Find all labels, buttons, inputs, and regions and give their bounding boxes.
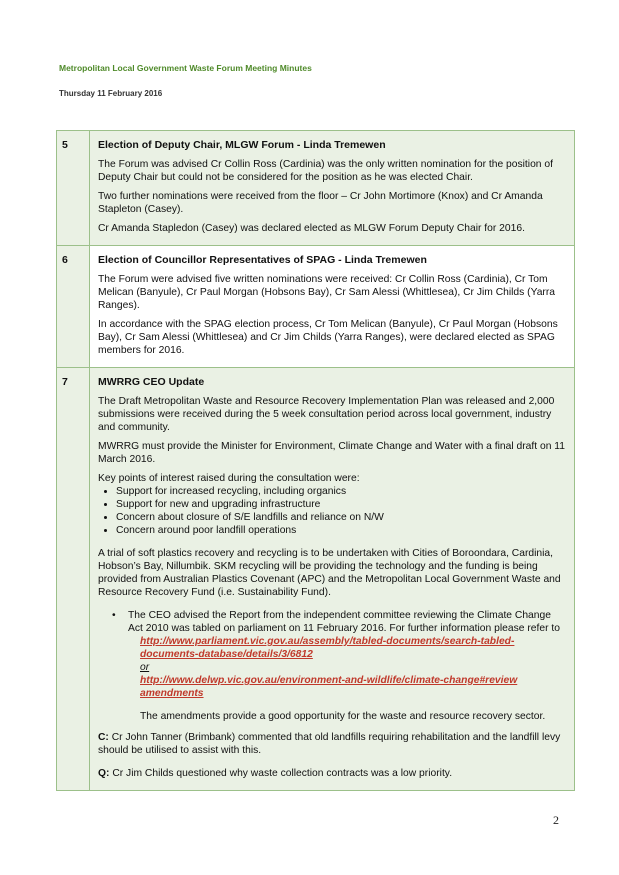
parliament-link[interactable]: http://www.parliament.vic.gov.au/assembly/tabled-documents/search-tabled-documents-database/details/3/6812 — [140, 636, 515, 660]
agenda-item-6 — [57, 246, 575, 368]
minutes-table — [56, 130, 575, 791]
agenda-item-7 — [57, 368, 575, 791]
item-number: 6 — [57, 246, 90, 368]
item-title: Election of Deputy Chair, MLGW Forum - Linda Tremewen — [98, 139, 386, 151]
list-item: • Concern around poor landfill operations — [116, 524, 568, 537]
paragraph: The Draft Metropolitan Waste and Resource Recovery Implementation Plan was released and 2,000 submissions were received during the 5 week consultation period across local government, industry and community. — [98, 396, 555, 433]
paragraph: The Forum were advised five written nominations were received: Cr Collin Ross (Cardinia), Cr Tom Melican (Banyule), Cr Paul Morgan (Hobsons Bay), Cr Sam Alessi (Whittlesea), Cr Jim Childs (Yarra Ranges). — [98, 274, 556, 311]
paragraph: MWRRG must provide the Minister for Environment, Climate Change and Water with a final draft on 11 March 2016. — [98, 441, 565, 465]
item-number: 5 — [57, 131, 90, 246]
paragraph: A trial of soft plastics recovery and recycling is to be undertaken with Cities of Boroondara, Cardinia, Hobson’s Bay, Nillumbik. SKM recycling will be providing the technology and the funding is being provided from Australian Plastics Covenant (APC) and the Metropolitan Local Government Waste and Resource Recovery Fund (i.e. Sustainability Fund). — [98, 548, 561, 598]
delwp-link[interactable]: http://www.delwp.vic.gov.au/environment-and-wildlife/climate-change#review amendments — [140, 675, 518, 699]
item-title: MWRRG CEO Update — [98, 376, 205, 388]
question-label: Q: — [98, 768, 110, 779]
item-body — [90, 246, 575, 368]
paragraph: The amendments provide a good opportunity for the waste and resource recovery sector. — [140, 711, 546, 722]
list-item: • Support for new and upgrading infrastructure — [116, 498, 568, 511]
paragraph: In accordance with the SPAG election process, Cr Tom Melican (Banyule), Cr Paul Morgan (Hobsons Bay), Cr Sam Alessi (Whittlesea) and Cr Jim Childs (Yarra Ranges), were declared elected as SPAG members for 2016. — [98, 319, 558, 356]
list-item: • Support for increased recycling, including organics — [116, 485, 568, 498]
page-number: 2 — [553, 813, 559, 827]
agenda-item-5 — [57, 131, 575, 246]
paragraph: Key points of interest raised during the consultation were: — [98, 473, 360, 484]
question-text: Cr Jim Childs questioned why waste collection contracts was a low priority. — [109, 768, 453, 779]
paragraph: Two further nominations were received from the floor – Cr John Mortimore (Knox) and Cr Amanda Stapleton (Casey). — [98, 191, 543, 215]
item-number: 7 — [57, 368, 90, 791]
paragraph: The Forum was advised Cr Collin Ross (Cardinia) was the only written nomination for the position of Deputy Chair but could not be considered for the position as he was elected Chair. — [98, 159, 553, 183]
item-body — [90, 131, 575, 246]
consultation-points-list — [98, 485, 568, 537]
document-title: Metropolitan Local Government Waste Forum Meeting Minutes — [59, 63, 312, 73]
ceo-update-bullet — [98, 609, 568, 635]
bullet-icon: • — [112, 610, 116, 621]
list-item: • Concern about closure of S/E landfills and reliance on N/W — [116, 511, 568, 524]
paragraph: Cr Amanda Stapledon (Casey) was declared elected as MLGW Forum Deputy Chair for 2016. — [98, 223, 525, 234]
question — [98, 767, 568, 780]
comment-text: Cr John Tanner (Brimbank) commented that old landfills requiring rehabilitation and the landfill levy should be utilised to assist with this. — [98, 732, 561, 756]
item-title: Election of Councillor Representatives of SPAG - Linda Tremewen — [98, 254, 427, 266]
or-separator: or — [140, 662, 150, 673]
comment-label: C: — [98, 732, 109, 743]
bullet-text: The CEO advised the Report from the independent committee reviewing the Climate Change Act 2010 was tabled on parliament on 11 February 2016. For further information please refer to — [128, 610, 560, 634]
item-body — [90, 368, 575, 791]
comment — [98, 731, 568, 757]
meeting-date: Thursday 11 February 2016 — [59, 89, 163, 98]
